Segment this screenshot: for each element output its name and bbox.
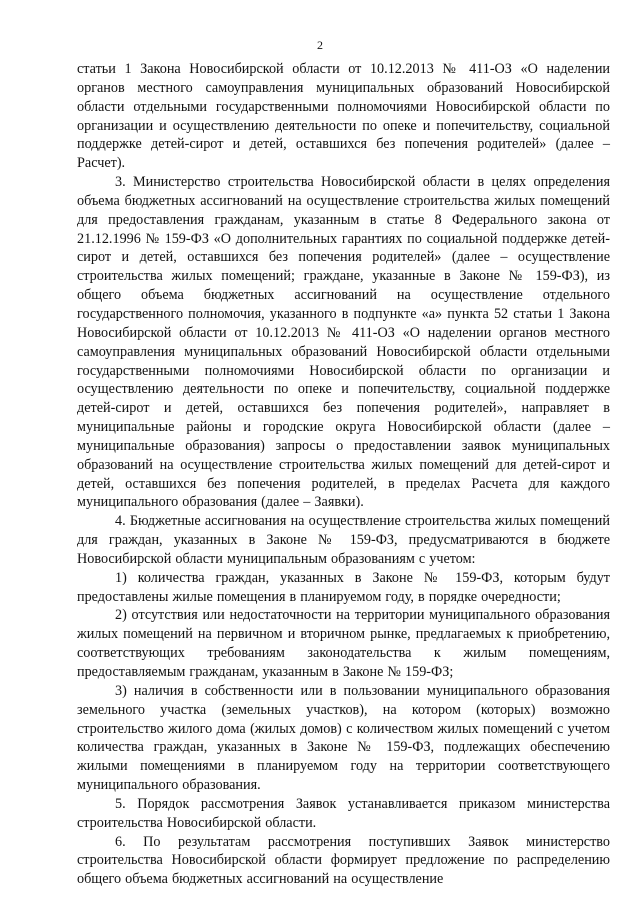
paragraph-4: 4. Бюджетные ассигнования на осуществление строительства жилых помещений для граждан, указанных в Законе № 159-ФЗ, предусматриваются в бюджете Новосибирской области муниципальным образованиям с учетом: — [77, 513, 610, 567]
paragraph-continuation: статьи 1 Закона Новосибирской области от 10.12.2013 № 411-ОЗ «О наделении органов местного самоуправления муниципальных образований Новосибирской области отдельными государственными полномочиями Новосибирской области по организации и осуществлению деятельности по опеке и попечительству, социальной поддержке детей-сирот и детей, оставшихся без попечения родителей» (далее – Расчет). — [77, 61, 610, 172]
document-body — [77, 60, 610, 889]
page-number: 2 — [317, 38, 323, 52]
paragraph-4-item-3: 3) наличия в собственности или в пользовании муниципального образования земельного участка (земельных участков), на котором (которых) возможно строительство жилого дома (жилых домов) с количеством жилых помещений с учетом количества граждан, указанных в Законе № 159-ФЗ, подлежащих обеспечению жилыми помещениями в планируемом году на территории соответствующего муниципального образования. — [77, 682, 610, 794]
paragraph-6: 6. По результатам рассмотрения поступивших Заявок министерство строительства Новосибирской области формирует предложение по распределению общего объема бюджетных ассигнований на осуществление — [77, 833, 610, 888]
paragraph-4-item-2: 2) отсутствия или недостаточности на территории муниципального образования жилых помещений на первичном и вторичном рынке, предлагаемых к приобретению, соответствующих требованиям законодательства к жилым помещениям, предоставляемым гражданам, указанным в Законе № 159-ФЗ; — [77, 607, 610, 680]
paragraph-4-item-1: 1) количества граждан, указанных в Законе № 159-ФЗ, которым будут предоставлены жилые помещения в планируемом году, в порядке очередности; — [77, 569, 610, 605]
paragraph-5: 5. Порядок рассмотрения Заявок устанавливается приказом министерства строительства Новосибирской области. — [77, 795, 610, 831]
paragraph-3: 3. Министерство строительства Новосибирской области в целях определения объема бюджетных ассигнований на осуществление строительства жилых помещений для предоставления гражданам, указанным в статье 8 Федерального закона от 21.12.1996 № 159-ФЗ «О дополнительных гарантиях по социальной поддержке детей-сирот и детей, оставшихся без попечения родителей» (далее – осуществление строительства жилых помещений; граждане, указанные в Законе № 159-ФЗ), из общего объема бюджетных ассигнований на осуществление отдельного государственного полномочия, указанного в подпункте «а» пункта 52 статьи 1 Закона Новосибирской области от 10.12.2013 № 411-ОЗ «О наделении органов местного самоуправления муниципальных образований Новосибирской области отдельными государственными полномочиями Новосибирской области по организации и осуществлению деятельности по опеке и попечительству, социальной поддержке детей-сирот и детей, оставшихся без попечения родителей», направляет в муниципальные районы и городские округа Новосибирской области (далее – муниципальные образования) запросы о предоставлении заявок муниципальных образований на осуществление строительства жилых помещений для детей-сирот и детей, оставшихся без попечения родителей, в пределах Расчета для каждого муниципального образования (далее – Заявки). — [77, 174, 610, 511]
